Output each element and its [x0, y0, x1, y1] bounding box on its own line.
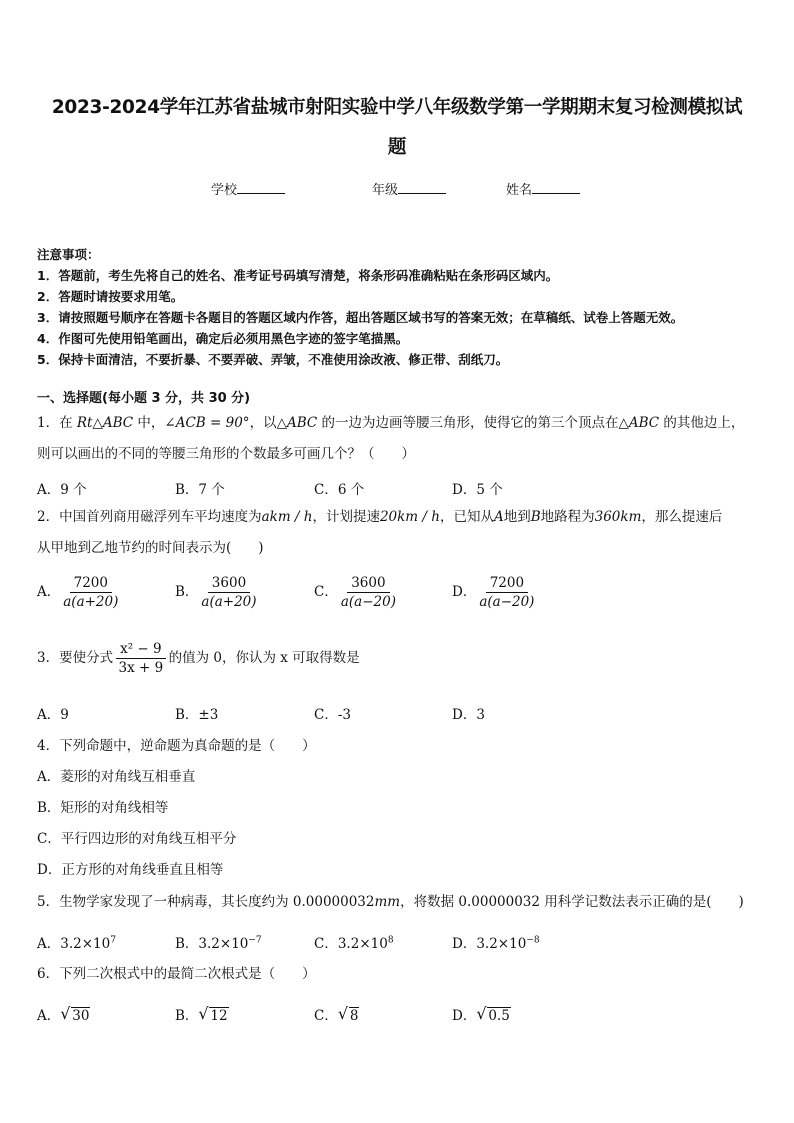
sqrt-icon: √ 12 [198, 1004, 228, 1024]
q1-option-d[interactable]: D．5 个 [452, 482, 503, 498]
school-blank[interactable] [237, 181, 285, 194]
question-4 [37, 731, 762, 886]
sqrt-icon: √ 0.5 [476, 1004, 510, 1024]
q6-option-a[interactable]: A． √ 30 [37, 1004, 90, 1024]
sqrt-icon: √ 8 [337, 1004, 359, 1024]
q5-option-d[interactable]: D．$3.2\times 10^{-8}$ [452, 935, 540, 952]
q2-option-b[interactable]: B． $\frac{3600}{a(a+20)}$ [175, 575, 257, 610]
grade-field[interactable] [372, 179, 446, 198]
name-blank[interactable] [532, 181, 580, 194]
question-1 [37, 408, 762, 470]
grade-blank[interactable] [398, 181, 446, 194]
title-line-2: 题 [387, 137, 407, 158]
grade-label: 年级 [372, 183, 399, 198]
q2-option-a[interactable]: A． $\frac{7200}{a(a+20)}$ [37, 575, 119, 610]
school-label: 学校 [211, 183, 238, 198]
name-label: 姓名 [506, 183, 533, 198]
q1-option-c[interactable]: C．6 个 [314, 482, 365, 498]
q6-option-c[interactable]: C． √ 8 [314, 1004, 359, 1024]
q2-options [37, 574, 757, 614]
note-item: 2．答题时请按要求用笔。 [37, 289, 184, 304]
q1-line-2: 则可以画出的不同的等腰三角形的个数最多可画几个？（ ） [37, 446, 415, 462]
title-line-1: 2023-2024学年江苏省盐城市射阳实验中学八年级数学第一学期期末复习检测模拟试 [51, 97, 743, 118]
q4-option-a[interactable]: A．菱形的对角线互相垂直 [37, 769, 196, 785]
school-field[interactable] [211, 179, 285, 198]
q4-option-b[interactable]: B．矩形的对角线相等 [37, 800, 169, 816]
q2-option-d[interactable]: D． $\frac{7200}{a(a-20)}$ [452, 575, 535, 610]
question-6 [37, 959, 762, 990]
q6-option-b[interactable]: B． √ 12 [175, 1004, 228, 1024]
question-3: 3．要使分式 $\frac{\text{x² − 9}}{3x + 9}$ 的值为 0，你认为 x 可取得数是 [37, 641, 360, 676]
q3-option-d[interactable]: D．3 [452, 707, 485, 723]
q4-option-c[interactable]: C．平行四边形的对角线互相平分 [37, 831, 237, 847]
q1-line-1: 1．在 Rt△ABC 中，∠ACB = 90°，以△ABC 的一边为边画等腰三角形，使得它的第三个顶点在△ABC 的其他边上， [37, 415, 745, 431]
q3-option-b[interactable]: B．±3 [175, 707, 219, 723]
q3-fraction: $\frac{\text{x² − 9}}{3x + 9}$ [116, 640, 166, 677]
note-item: 4．作图可先使用铅笔画出，确定后必须用黑色字迹的签字笔描黑。 [37, 331, 409, 346]
q3-option-a[interactable]: A．9 [37, 707, 69, 723]
q1-option-b[interactable]: B．7 个 [175, 482, 225, 498]
notes-block [37, 244, 683, 370]
q5-option-a[interactable]: A．$3.2\times 10^7$ [37, 935, 116, 952]
q4-option-d[interactable]: D．正方形的对角线垂直且相等 [37, 862, 224, 878]
q2-line-1: 2．中国首列商用磁浮列车平均速度为akm / h，计划提速20km / h，已知从A地到B地路程为360km，那么提速后 [37, 509, 723, 525]
q1-option-a[interactable]: A．9 个 [37, 482, 87, 498]
q5-option-b[interactable]: B．$3.2\times 10^{-7}$ [175, 935, 262, 952]
q4-stem: 4．下列命题中，逆命题为真命题的是（ ） [37, 738, 316, 754]
name-field[interactable] [506, 179, 580, 198]
section-heading: 一、选择题(每小题 3 分，共 30 分) [37, 391, 251, 406]
question-5: 5．生物学家发现了一种病毒，其长度约为 0.00000032mm，将数据 0.00000032 用科学记数法表示正确的是( ) [37, 894, 744, 910]
q6-option-d[interactable]: D． √ 0.5 [452, 1004, 510, 1024]
q6-options [37, 1004, 757, 1044]
exam-title [30, 88, 764, 168]
note-item: 5．保持卡面清洁，不要折暴、不要弄破、弄皱，不准使用涂改液、修正带、刮纸刀。 [37, 352, 509, 367]
note-item: 1．答题前，考生先将自己的姓名、准考证号码填写清楚，将条形码准确粘贴在条形码区域内。 [37, 268, 559, 283]
question-2 [37, 502, 762, 564]
sqrt-icon: √ 30 [60, 1004, 90, 1024]
q2-line-2: 从甲地到乙地节约的时间表示为( ) [37, 540, 264, 556]
q3-option-c[interactable]: C．-3 [314, 707, 351, 723]
q2-option-c[interactable]: C． $\frac{3600}{a(a-20)}$ [314, 575, 396, 610]
note-item: 3．请按照题号顺序在答题卡各题目的答题区域内作答，超出答题区域书写的答案无效；在草稿纸、试卷上答题无效。 [37, 310, 684, 325]
q5-option-c[interactable]: C．$3.2\times 10^8$ [314, 935, 394, 952]
notes-heading: 注意事项： [37, 247, 100, 262]
q6-stem: 6．下列二次根式中的最简二次根式是（ ） [37, 966, 316, 982]
